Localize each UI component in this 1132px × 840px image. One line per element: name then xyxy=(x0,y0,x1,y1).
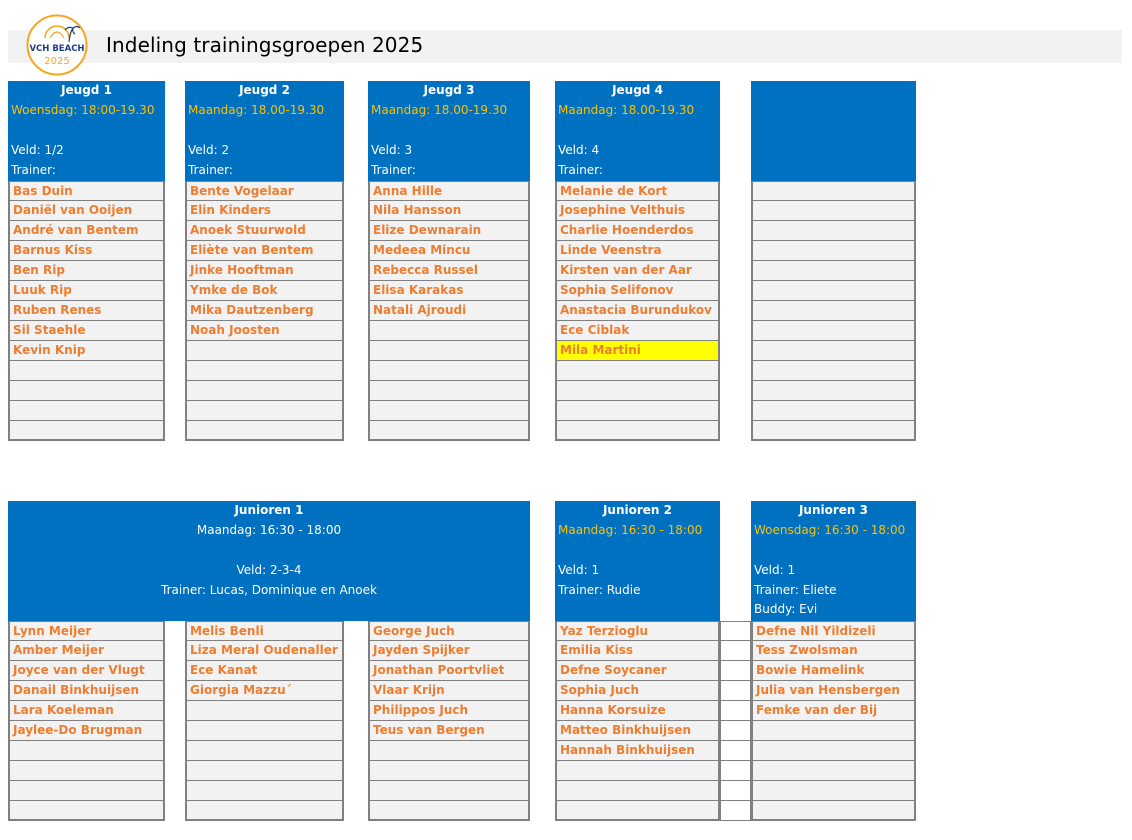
group-schedule: Maandag: 16:30 - 18:00 xyxy=(558,523,703,537)
member-cell[interactable]: Eliète van Bentem xyxy=(185,241,344,261)
svg-text:2025: 2025 xyxy=(44,56,70,67)
member-cell[interactable]: Linde Veenstra xyxy=(555,241,720,261)
group-field: Veld: 1/2 xyxy=(11,143,64,157)
member-cell[interactable]: Julia van Hensbergen xyxy=(751,681,916,701)
member-cell[interactable]: Matteo Binkhuijsen xyxy=(555,721,720,741)
group-trainer: Trainer: xyxy=(558,163,603,177)
empty-cell[interactable] xyxy=(720,641,751,661)
member-cell[interactable]: Melanie de Kort xyxy=(555,181,720,201)
page-title: Indeling trainingsgroepen 2025 xyxy=(106,33,424,57)
group-buddy: Buddy: Evi xyxy=(754,602,818,616)
member-cell[interactable]: George Juch xyxy=(368,621,530,641)
member-cell[interactable]: Charlie Hoenderdos xyxy=(555,221,720,241)
member-cell[interactable]: Mila Martini xyxy=(555,341,720,361)
member-cell[interactable] xyxy=(751,741,916,761)
member-cell[interactable] xyxy=(185,701,344,721)
svg-text:VCH BEACH: VCH BEACH xyxy=(29,44,85,54)
member-cell[interactable]: Teus van Bergen xyxy=(368,721,530,741)
member-cell[interactable]: Bas Duin xyxy=(8,181,165,201)
group-field: Veld: 2 xyxy=(188,143,230,157)
member-cell[interactable] xyxy=(751,361,916,381)
member-cell[interactable] xyxy=(751,801,916,821)
member-cell[interactable]: Bente Vogelaar xyxy=(185,181,344,201)
member-cell[interactable] xyxy=(751,241,916,261)
member-cell[interactable]: Sophia Juch xyxy=(555,681,720,701)
group-name: Jeugd 3 xyxy=(423,83,475,97)
group-name: Jeugd 4 xyxy=(612,83,663,97)
empty-cell[interactable] xyxy=(720,621,751,641)
member-cell[interactable] xyxy=(8,381,165,401)
member-cell[interactable] xyxy=(8,761,165,781)
member-cell[interactable]: Defne Nil Yildizeli xyxy=(751,621,916,641)
group-trainer: Trainer: Eliete xyxy=(754,583,837,597)
member-cell[interactable] xyxy=(368,361,530,381)
member-cell[interactable]: Sil Staehle xyxy=(8,321,165,341)
member-cell[interactable]: Yaz Terzioglu xyxy=(555,621,720,641)
member-cell[interactable]: Hannah Binkhuijsen xyxy=(555,741,720,761)
group-field: Veld: 3 xyxy=(371,143,413,157)
member-cell[interactable]: Elize Dewnarain xyxy=(368,221,530,241)
member-cell[interactable]: Emilia Kiss xyxy=(555,641,720,661)
group-header-jeugd-5 xyxy=(751,81,916,181)
member-cell[interactable] xyxy=(751,421,916,441)
group-trainer: Trainer: xyxy=(188,163,233,177)
empty-cell[interactable] xyxy=(720,801,751,821)
member-cell[interactable] xyxy=(555,421,720,441)
member-cell[interactable] xyxy=(751,261,916,281)
member-cell[interactable]: Jinke Hooftman xyxy=(185,261,344,281)
member-cell[interactable]: Anna Hille xyxy=(368,181,530,201)
member-cell[interactable]: Hanna Korsuize xyxy=(555,701,720,721)
member-cell[interactable] xyxy=(555,381,720,401)
member-cell[interactable]: Anoek Stuurwold xyxy=(185,221,344,241)
member-cell[interactable]: Melis Benli xyxy=(185,621,344,641)
member-cell[interactable]: Jaylee-Do Brugman xyxy=(8,721,165,741)
member-cell[interactable]: Bowie Hamelink xyxy=(751,661,916,681)
member-cell[interactable]: Barnus Kiss xyxy=(8,241,165,261)
group-name: Jeugd 1 xyxy=(61,83,112,97)
member-cell[interactable] xyxy=(368,321,530,341)
empty-cell[interactable] xyxy=(720,681,751,701)
member-cell[interactable]: Daniël van Ooijen xyxy=(8,201,165,221)
group-trainer: Trainer: xyxy=(11,163,56,177)
member-cell[interactable]: Elisa Karakas xyxy=(368,281,530,301)
group-header-jeugd-3 xyxy=(368,81,530,181)
member-cell[interactable] xyxy=(368,401,530,421)
group-name: Junioren 1 xyxy=(234,503,304,517)
member-cell[interactable]: Giorgia Mazzu´ xyxy=(185,681,344,701)
member-cell[interactable] xyxy=(751,781,916,801)
member-cell[interactable]: Ece Ciblak xyxy=(555,321,720,341)
member-cell[interactable]: Jonathan Poortvliet xyxy=(368,661,530,681)
member-cell[interactable] xyxy=(751,201,916,221)
group-header-jeugd-2 xyxy=(185,81,344,181)
member-cell[interactable]: Natali Ajroudi xyxy=(368,301,530,321)
member-cell[interactable]: Nila Hansson xyxy=(368,201,530,221)
member-cell[interactable]: Lynn Meijer xyxy=(8,621,165,641)
member-cell[interactable]: Femke van der Bij xyxy=(751,701,916,721)
group-field: Veld: 2-3-4 xyxy=(236,563,302,577)
empty-cell[interactable] xyxy=(720,701,751,721)
group-trainer: Trainer: Lucas, Dominique en Anoek xyxy=(161,583,377,597)
member-cell[interactable]: Vlaar Krijn xyxy=(368,681,530,701)
group-schedule: Maandag: 16:30 - 18:00 xyxy=(196,523,342,537)
member-cell[interactable] xyxy=(751,321,916,341)
empty-cell[interactable] xyxy=(720,741,751,761)
member-cell[interactable] xyxy=(751,221,916,241)
member-cell[interactable] xyxy=(185,401,344,421)
member-cell[interactable] xyxy=(751,181,916,201)
member-cell[interactable]: Joyce van der Vlugt xyxy=(8,661,165,681)
member-cell[interactable] xyxy=(368,381,530,401)
member-cell[interactable] xyxy=(185,721,344,741)
member-cell[interactable]: Ruben Renes xyxy=(8,301,165,321)
group-header-jeugd-1 xyxy=(8,81,165,181)
member-cell[interactable] xyxy=(185,381,344,401)
member-cell[interactable]: Defne Soycaner xyxy=(555,661,720,681)
member-cell[interactable] xyxy=(368,801,530,821)
member-cell[interactable]: Ben Rip xyxy=(8,261,165,281)
group-schedule: Woensdag: 18:00-19.30 xyxy=(11,103,155,117)
member-cell[interactable] xyxy=(368,761,530,781)
vch-beach-logo xyxy=(26,14,88,76)
member-cell[interactable] xyxy=(555,761,720,781)
member-cell[interactable] xyxy=(185,761,344,781)
member-cell[interactable] xyxy=(8,801,165,821)
member-cell[interactable]: André van Bentem xyxy=(8,221,165,241)
empty-cell[interactable] xyxy=(720,661,751,681)
member-cell[interactable]: Luuk Rip xyxy=(8,281,165,301)
member-cell[interactable]: Sophia Selifonov xyxy=(555,281,720,301)
member-cell[interactable] xyxy=(368,421,530,441)
member-cell[interactable]: Kevin Knip xyxy=(8,341,165,361)
group-schedule: Maandag: 18.00-19.30 xyxy=(558,103,695,117)
member-cell[interactable] xyxy=(368,341,530,361)
member-cell[interactable] xyxy=(8,361,165,381)
member-cell[interactable] xyxy=(368,741,530,761)
member-cell[interactable]: Anastacia Burundukov xyxy=(555,301,720,321)
member-cell[interactable] xyxy=(8,421,165,441)
member-cell[interactable] xyxy=(185,421,344,441)
group-trainer: Trainer: Rudie xyxy=(558,583,641,597)
member-cell[interactable]: Lara Koeleman xyxy=(8,701,165,721)
empty-cell[interactable] xyxy=(720,721,751,741)
member-cell[interactable]: Jayden Spijker xyxy=(368,641,530,661)
member-cell[interactable]: Kirsten van der Aar xyxy=(555,261,720,281)
member-cell[interactable]: Danail Binkhuijsen xyxy=(8,681,165,701)
member-cell[interactable] xyxy=(751,381,916,401)
member-cell[interactable] xyxy=(555,361,720,381)
member-cell[interactable]: Elin Kinders xyxy=(185,201,344,221)
member-cell[interactable]: Amber Meijer xyxy=(8,641,165,661)
member-cell[interactable]: Rebecca Russel xyxy=(368,261,530,281)
member-cell[interactable] xyxy=(751,761,916,781)
member-cell[interactable] xyxy=(751,301,916,321)
member-cell[interactable] xyxy=(185,741,344,761)
empty-cell[interactable] xyxy=(720,781,751,801)
member-cell[interactable] xyxy=(368,781,530,801)
member-cell[interactable] xyxy=(185,341,344,361)
group-schedule: Maandag: 18.00-19.30 xyxy=(371,103,508,117)
member-cell[interactable] xyxy=(751,341,916,361)
member-cell[interactable]: Mika Dautzenberg xyxy=(185,301,344,321)
member-cell[interactable] xyxy=(185,801,344,821)
member-cell[interactable] xyxy=(8,741,165,761)
member-cell[interactable]: Tess Zwolsman xyxy=(751,641,916,661)
member-cell[interactable] xyxy=(555,401,720,421)
group-name: Junioren 3 xyxy=(798,503,869,517)
group-trainer: Trainer: xyxy=(371,163,416,177)
empty-cell[interactable] xyxy=(720,761,751,781)
group-schedule: Woensdag: 16:30 - 18:00 xyxy=(754,523,906,537)
member-cell[interactable] xyxy=(185,361,344,381)
group-header-junioren-2 xyxy=(555,501,720,621)
group-schedule: Maandag: 18.00-19.30 xyxy=(188,103,325,117)
member-cell[interactable] xyxy=(751,281,916,301)
group-header-jeugd-4 xyxy=(555,81,720,181)
member-cell[interactable]: Medeea Mincu xyxy=(368,241,530,261)
group-name: Junioren 2 xyxy=(602,503,673,517)
member-cell[interactable] xyxy=(185,781,344,801)
member-cell[interactable] xyxy=(555,781,720,801)
member-cell[interactable] xyxy=(555,801,720,821)
member-cell[interactable]: Josephine Velthuis xyxy=(555,201,720,221)
member-cell[interactable] xyxy=(8,781,165,801)
group-header-junioren-3 xyxy=(751,501,916,621)
member-cell[interactable]: Ymke de Bok xyxy=(185,281,344,301)
group-name: Jeugd 2 xyxy=(239,83,290,97)
member-cell[interactable] xyxy=(8,401,165,421)
group-field: Veld: 4 xyxy=(558,143,600,157)
group-field: Veld: 1 xyxy=(754,563,796,577)
member-cell[interactable]: Noah Joosten xyxy=(185,321,344,341)
member-cell[interactable] xyxy=(751,721,916,741)
group-field: Veld: 1 xyxy=(558,563,600,577)
member-cell[interactable]: Liza Meral Oudenaller xyxy=(185,641,344,661)
member-cell[interactable] xyxy=(751,401,916,421)
group-header-junioren-1 xyxy=(8,501,530,621)
member-cell[interactable]: Philippos Juch xyxy=(368,701,530,721)
member-cell[interactable]: Ece Kanat xyxy=(185,661,344,681)
